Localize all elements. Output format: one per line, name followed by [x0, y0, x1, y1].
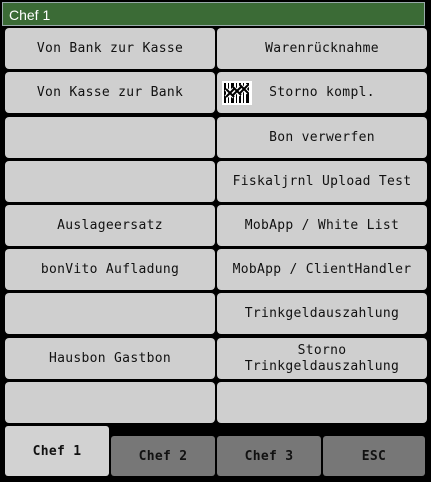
button-auslageersatz[interactable] — [5, 205, 215, 246]
button-label: Hausbon Gastbon — [49, 350, 171, 366]
button-empty-5[interactable] — [217, 382, 427, 423]
button-hausbon-gastbon[interactable] — [5, 338, 215, 379]
button-empty-3[interactable] — [5, 293, 215, 334]
button-label: Trinkgeldauszahlung — [244, 305, 400, 321]
button-mobapp-clienthandler[interactable] — [217, 249, 427, 290]
window-title: Chef 1 — [2, 2, 425, 26]
button-bonvito-aufladung[interactable] — [5, 249, 215, 290]
button-storno-kompl[interactable] — [217, 72, 427, 113]
button-storno-trinkgeldauszahlung[interactable] — [217, 338, 427, 379]
button-von-bank-zur-kasse[interactable] — [5, 28, 215, 69]
button-label: Von Bank zur Kasse — [36, 40, 184, 56]
button-label: Von Kasse zur Bank — [36, 84, 184, 100]
button-label: Auslageersatz — [57, 217, 163, 233]
button-label: MobApp / White List — [244, 217, 400, 233]
button-label: MobApp / ClientHandler — [232, 261, 412, 277]
button-trinkgeldauszahlung[interactable] — [217, 293, 427, 334]
button-label: Storno Trinkgeldauszahlung — [244, 342, 400, 374]
tab-esc[interactable]: ESC — [323, 436, 425, 476]
button-label: Bon verwerfen — [269, 129, 375, 145]
button-bon-verwerfen[interactable] — [217, 117, 427, 158]
button-fiskaljrnl-upload-test[interactable] — [217, 161, 427, 202]
button-von-kasse-zur-bank[interactable] — [5, 72, 215, 113]
tab-chef-3[interactable]: Chef 3 — [217, 436, 321, 476]
button-label: bonVito Aufladung — [40, 261, 180, 277]
button-empty-4[interactable] — [5, 382, 215, 423]
button-warenruecknahme[interactable] — [217, 28, 427, 69]
barcode-cancel-icon — [222, 81, 252, 105]
tab-chef-2[interactable]: Chef 2 — [111, 436, 215, 476]
button-mobapp-white-list[interactable] — [217, 205, 427, 246]
button-label: Warenrücknahme — [265, 40, 379, 56]
tab-chef-1[interactable]: Chef 1 — [5, 426, 109, 476]
button-label: Storno kompl. — [269, 84, 375, 100]
button-empty-1[interactable] — [5, 117, 215, 158]
button-empty-2[interactable] — [5, 161, 215, 202]
button-label: Fiskaljrnl Upload Test — [232, 173, 412, 189]
